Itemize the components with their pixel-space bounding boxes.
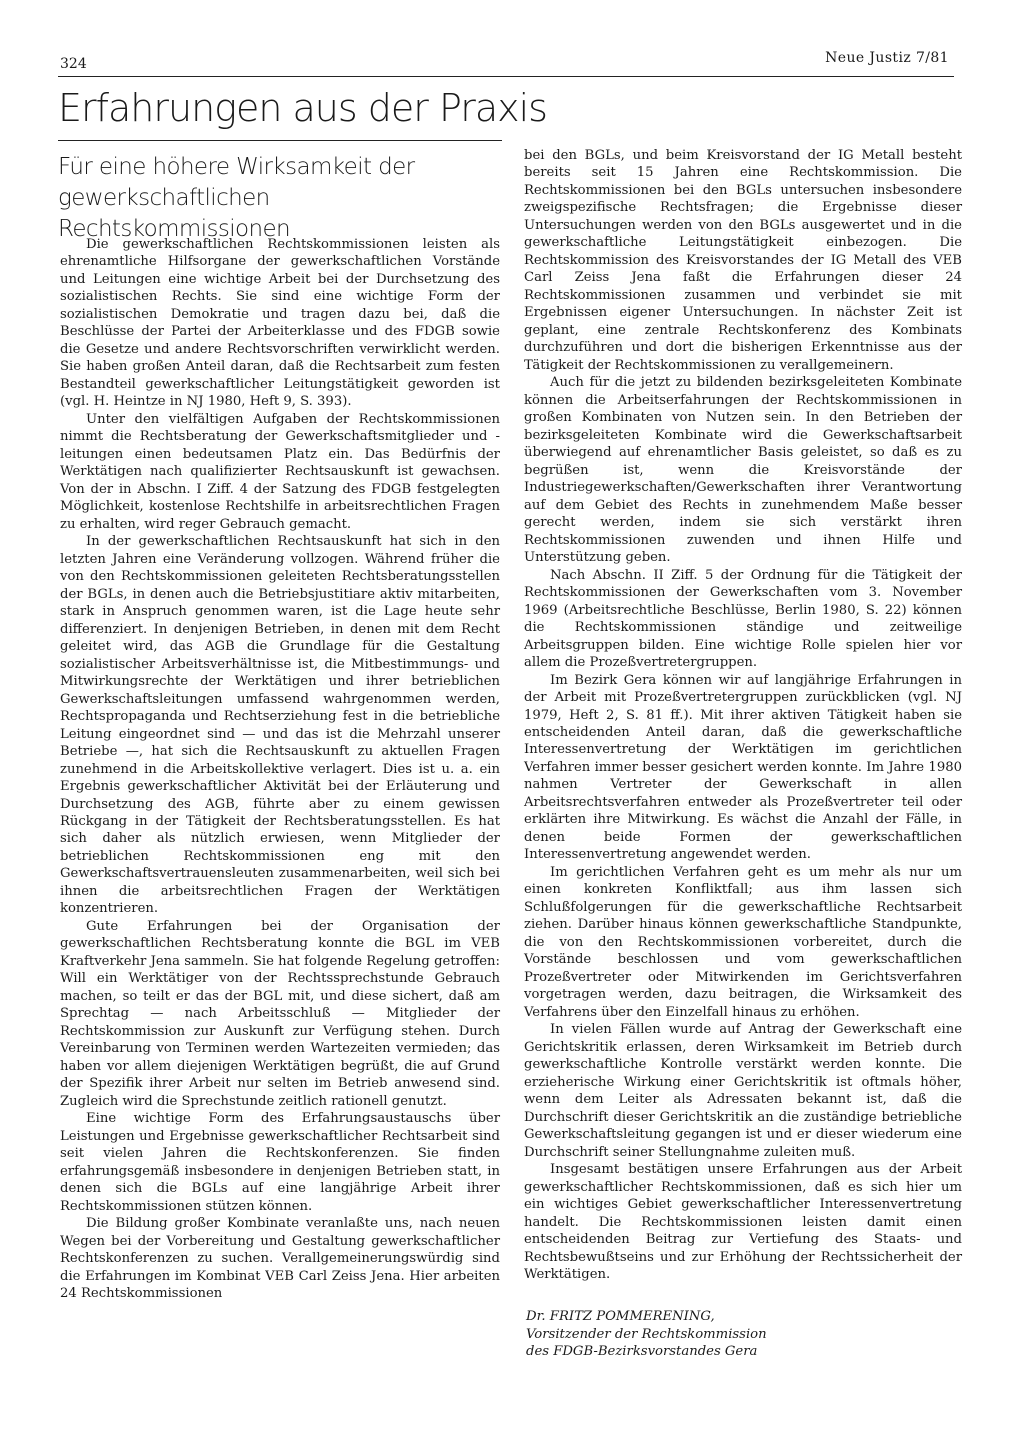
section-title: Erfahrungen aus der Praxis [58,86,547,130]
paragraph: Die Bildung großer Kombinate veranlaßte uns, nach neuen Wegen bei der Vorbereitung und Gestaltung gewerkschaftlicher Rechtskonferenzen zu suchen. Verallgemeinerungswürdig sind die Erfahrungen im Kombinat VEB Carl Zeiss Jena. Hier arbeiten 24 Rechtskommissionen [60,1216,500,1302]
paragraph: Eine wichtige Form des Erfahrungsaustauschs über Leistungen und Ergebnisse gewerkschaftlicher Rechtsarbeit sind seit vielen Jahren die Rechtskonferenzen. Sie finden erfahrungsgemäß insbesondere in denjenigen Betrieben statt, in denen sich die BGLs auf eine langjährige Arbeit ihrer Rechtskommissionen stützen können. [60,1111,500,1214]
paragraph: Insgesamt bestätigen unsere Erfahrungen aus der Arbeit gewerkschaftlicher Rechtskommissionen, daß es sich hier um ein wichtiges Gebiet gewerkschaftlicher Interessenvertretung handelt. Die Rechtskommissionen leisten damit einen entscheidenden Beitrag zur Vertiefung des Staats- und Rechtsbewußtseins und zur Erhöhung der Rechtssicherheit der Werktätigen. [524,1162,962,1282]
paragraph: In vielen Fällen wurde auf Antrag der Gewerkschaft eine Gerichtskritik erlassen, deren Wirksamkeit im Betrieb durch gewerkschaftliche Kontrolle verstärkt werden konnte. Die erzieherische Wirkung einer Gerichtskritik ist oftmals höher, wenn dem Leiter als Adressaten bekannt ist, daß die Durchschrift dieser Gerichtskritik an die zuständige betriebliche Gewerkschaftsleitung gegangen ist und er dieser wiederum eine Durchschrift seiner Stellungnahme zuleiten muß. [524,1022,962,1160]
paragraph: In der gewerkschaftlichen Rechtsauskunft hat sich in den letzten Jahren eine Veränderung vollzogen. Während früher die von den Rechtskommissionen geleiteten Rechtsberatungsstellen der BGLs, in denen auch die Betriebsjustitiare aktiv mitarbeiten, stark in Anspruch genommen waren, ist die Lage heute sehr differenziert. In denjenigen Betrieben, in denen mit dem Recht geleitet wird, das AGB die Grundlage für die Gestaltung sozialistischer Arbeitsverhältnisse ist, die Mitbestimmungs- und Mitwirkungsrechte der Werktätigen und ihrer betrieblichen Gewerkschaftsleitungen umfassend wahrgenommen werden, Rechtspropaganda und Rechtserziehung fest in die betriebliche Leitung eingeordnet sind — und das ist die Mehrzahl unserer Betriebe —, hat sich die Rechtsauskunft zu aktuellen Fragen zunehmend in die Arbeitskollektive verlagert. Dies ist u. a. ein Ergebnis gewerkschaftlicher Aktivität bei der Erläuterung und Durchsetzung des AGB, führte aber zu einem gewissen Rückgang in der Tätigkeit der Rechtsberatungsstellen. Es hat sich daher als nützlich erwiesen, wenn Mitglieder der betrieblichen Rechtskommissionen eng mit den Gewerkschaftsvertrauensleuten zusammenarbeiten, weil sich bei ihnen die arbeitsrechtlichen Fragen der Werktätigen konzentrieren. [60,534,500,917]
paragraph: Auch für die jetzt zu bildenden bezirksgeleiteten Kombinate können die Arbeitserfahrungen der Rechtskommissionen in großen Kombinaten von Nutzen sein. In den Betrieben der bezirksgeleiteten Kombinate wird die Gewerkschaftsarbeit überwiegend auf ehrenamtlicher Basis geleistet, so daß es zu begrüßen ist, wenn die Kreisvorstände der Industriegewerkschaften/Gewerkschaften ihrer Verantwortung auf dem Gebiet des Rechts in zunehmendem Maße besser gerecht werden, indem sie sich verstärkt ihren Rechtskommissionen zuwenden und ihnen Hilfe und Unterstützung geben. [524,375,962,566]
paragraph: Die gewerkschaftlichen Rechtskommissionen leisten als ehrenamtliche Hilfsorgane der gewerkschaftlichen Vorstände und Leitungen eine wichtige Arbeit bei der Durchsetzung des sozialistischen Rechts. Sie sind eine wichtige Form der sozialistischen Demokratie und tragen dazu bei, daß die Beschlüsse der Partei der Arbeiterklasse und des FDGB sowie die Gesetze und andere Rechtsvorschriften verwirklicht werden. Sie haben großen Anteil daran, daß die Rechtsarbeit zum festen Bestandteil gewerkschaftlicher Leitungstätigkeit geworden ist (vgl. H. Heintze in NJ 1980, Heft 9, S. 393). [60,237,500,410]
paragraph: Im gerichtlichen Verfahren geht es um mehr als nur um einen konkreten Konfliktfall; aus ihm lassen sich Schlußfolgerungen für die gewerkschaftliche Rechtsarbeit ziehen. Darüber hinaus können gewerkschaftliche Standpunkte, die von den Rechtskommissionen vorbereitet, durch die Vorstände beschlossen und vom gewerkschaftlichen Prozeßvertreter oder Mitwirkenden im Gerichtsverfahren vorgetragen werden, dazu beitragen, die Wirksamkeit des Verfahrens über den Einzelfall hinaus zu erhöhen. [524,864,962,1020]
paragraph: Im Bezirk Gera können wir auf langjährige Erfahrungen in der Arbeit mit Prozeßvertretergruppen zurückblicken (vgl. NJ 1979, Heft 2, S. 81 ff.). Mit ihrer aktiven Tätigkeit haben sie entscheidenden Anteil daran, daß die gewerkschaftliche Interessenvertretung der Werktätigen im gerichtlichen Verfahren immer besser gesichert werden konnte. Im Jahre 1980 nahmen Vertreter der Gewerkschaft in allen Arbeitsrechtsverfahren entweder als Prozeßvertreter teil oder erklärten ihre Mitwirkung. Es wächst die Anzahl der Fälle, in denen beide Formen der gewerkschaftlichen Interessenvertretung angewendet werden. [524,672,962,863]
left-column [60,236,500,1303]
journal-title: Neue Justiz 7/81 [825,50,949,66]
page-number: 324 [60,56,87,72]
author-organization: des FDGB-Bezirksvorstandes Gera [526,1344,758,1359]
author-name: Dr. FRITZ POMMERENING, [526,1309,715,1324]
section-rule [58,140,502,141]
header-rule [58,76,954,77]
right-column [524,147,962,1283]
author-role: Vorsitzender der Rechtskommission [526,1326,767,1342]
article-title: Für eine höhere Wirksamkeit der gewerkschaftlichen Rechtskommissionen [58,154,415,242]
paragraph: Gute Erfahrungen bei der Organisation der gewerkschaftlichen Rechtsberatung konnte die BGL im VEB Kraftverkehr Jena sammeln. Sie hat folgende Regelung getroffen: Will ein Werktätiger von der Rechtssprechstunde Gebrauch machen, so teilt er das der BGL mit, und diese sichert, daß am Sprechtag — nach Arbeitsschluß — Mitglieder der Rechtskommission zur Auskunft zur Verfügung stehen. Durch Vereinbarung von Terminen werden Wartezeiten vermieden; das haben vor allem diejenigen Werktätigen begrüßt, die auf Grund der Spezifik ihrer Arbeit nur selten im Betrieb anwesend sind. Zugleich wird die Sprechstunde zeitlich rationell genutzt. [60,918,500,1109]
paragraph-continued: bei den BGLs, und beim Kreisvorstand der IG Metall besteht bereits seit 15 Jahren eine Rechtskommission. Die Rechtskommissionen bei den BGLs untersuchen insbesondere zweigspezifische Rechtsfragen; die Ergebnisse dieser Untersuchungen werden von den BGLs ausgewertet und in die gewerkschaftliche Leitungstätigkeit einbezogen. Die Rechtskommission des Kreisvorstandes der IG Metall des VEB Carl Zeiss Jena faßt die Erfahrungen dieser 24 Rechtskommissionen zusammen und verbindet sie mit Ergebnissen eigener Untersuchungen. In nächster Zeit ist geplant, eine zentrale Rechtskonferenz des Kombinats durchzuführen und dort die bisherigen Erkenntnisse aus der Tätigkeit der Rechtskommissionen zu verallgemeinern. [524,148,962,373]
paragraph: Nach Abschn. II Ziff. 5 der Ordnung für die Tätigkeit der Rechtskommissionen der Gewerkschaften vom 3. November 1969 (Arbeitsrechtliche Beschlüsse, Berlin 1980, S. 22) können die Rechtskommissionen ständige und zeitweilige Arbeitsgruppen bilden. Eine wichtige Rolle spielen hier vor allem die Prozeßvertretergruppen. [524,567,962,671]
paragraph: Unter den vielfältigen Aufgaben der Rechtskommissionen nimmt die Rechtsberatung der Gewerkschaftsmitglieder und -leitungen einen bedeutsamen Platz ein. Das Bedürfnis der Werktätigen nach qualifizierter Rechtsauskunft ist gewachsen. Von der in Abschn. I Ziff. 4 der Satzung des FDGB festgelegten Möglichkeit, kostenlose Rechtshilfe in arbeitsrechtlichen Fragen zu erhalten, wird reger Gebrauch gemacht. [60,411,500,532]
author-signature [526,1308,946,1361]
